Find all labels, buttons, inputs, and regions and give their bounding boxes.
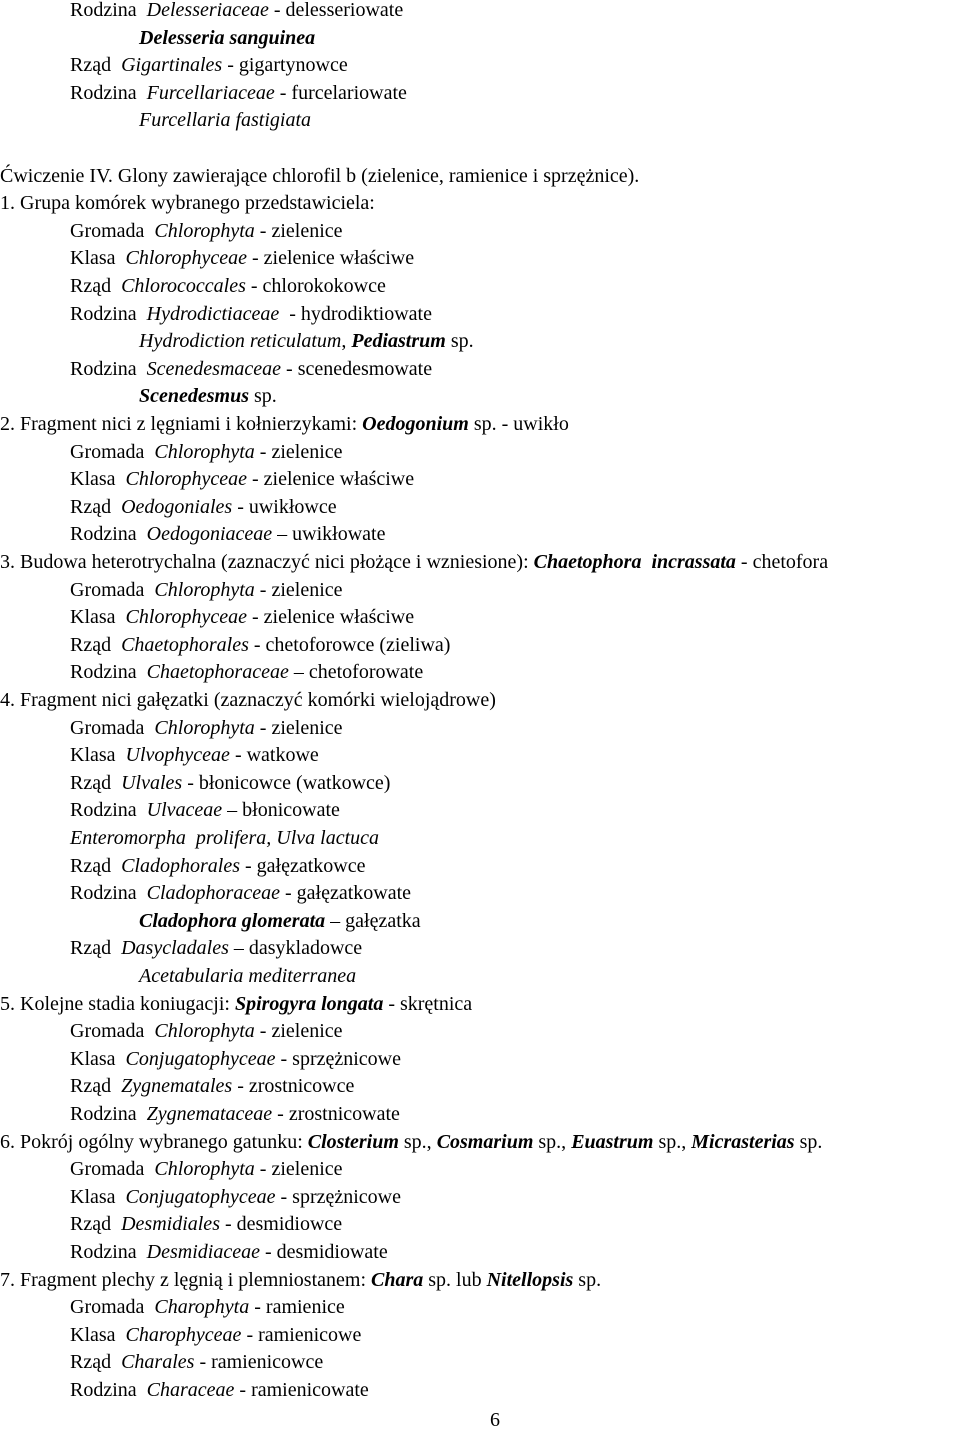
text-span: Klasa xyxy=(70,468,126,491)
text-span: - zielenice xyxy=(254,1158,343,1181)
text-span: - zielenice właściwe xyxy=(247,468,415,491)
text-span: Klasa xyxy=(70,1185,126,1208)
taxonomy-line xyxy=(70,495,337,519)
taxonomy-line xyxy=(70,53,348,77)
text-span: Rodzina xyxy=(70,81,147,104)
section-heading-line xyxy=(0,550,828,574)
text-span: Klasa xyxy=(70,247,126,270)
text-span: Rodzina xyxy=(70,882,147,905)
taxon-name: Zygnematales xyxy=(121,1075,233,1098)
taxonomy-line xyxy=(70,246,414,270)
taxonomy-line xyxy=(70,854,365,878)
text-span: – chetoforowate xyxy=(288,661,424,684)
text-span: sp. - uwikło xyxy=(468,413,569,435)
text-span: sp., xyxy=(653,1130,692,1153)
text-span: Rząd xyxy=(70,1351,122,1374)
taxon-name: Chlorophyceae xyxy=(125,247,247,270)
text-span: Rząd xyxy=(70,854,122,877)
text-span: - desmidiowce xyxy=(219,1213,343,1236)
text-span: - uwikłowce xyxy=(232,495,337,518)
species-name: Nitellopsis xyxy=(486,1268,574,1291)
species-name: Micrasterias xyxy=(691,1130,795,1153)
text-span: 3. Budowa heterotrychalna (zaznaczyć nici płożące i wzniesione): xyxy=(0,551,534,573)
text-span: Rząd xyxy=(70,633,122,656)
text-span: 4. Fragment nici gałęzatki (zaznaczyć komórki wielojądrowe) xyxy=(0,689,496,711)
text-span: Rodzina xyxy=(70,357,147,380)
text-span: - ramienicowe xyxy=(241,1323,362,1346)
species-name: Closterium xyxy=(307,1130,399,1153)
text-span: - desmidiowate xyxy=(259,1241,388,1263)
taxon-name: Gigartinales xyxy=(121,54,223,77)
taxon-name: Conjugatophyceae xyxy=(125,1047,276,1070)
text-span: sp. xyxy=(445,330,474,353)
taxon-name: Chaetophoraceae xyxy=(146,661,289,684)
text-span: - zrostnicowate xyxy=(272,1103,400,1125)
text-span: Rodzina xyxy=(70,0,147,21)
taxonomy-line xyxy=(139,384,277,408)
taxon-name: Cladophoraceae xyxy=(146,882,280,905)
text-span: Rząd xyxy=(70,1213,122,1236)
taxonomy-line xyxy=(70,522,385,546)
text-span: Rodzina xyxy=(70,1379,147,1401)
species-name: Euastrum xyxy=(571,1130,654,1153)
text-span: - ramienicowce xyxy=(194,1351,324,1374)
text-span: - zielenice xyxy=(254,1020,343,1043)
text-span: Rodzina xyxy=(70,523,147,546)
taxonomy-line xyxy=(70,1295,345,1319)
taxon-name: Scenedesmaceae xyxy=(146,357,282,380)
taxonomy-line xyxy=(70,826,379,850)
taxonomy-line xyxy=(70,1323,361,1347)
taxon-name: Dasycladales xyxy=(121,937,229,960)
species-name: Cladophora glomerata xyxy=(139,909,326,932)
taxon-name: Charophyta xyxy=(154,1296,250,1319)
taxonomy-line xyxy=(139,909,421,933)
species-name: Spirogyra longata xyxy=(234,992,384,1015)
text-span: Rząd xyxy=(70,275,122,297)
text-span: - hydrodiktiowate xyxy=(279,302,432,325)
taxonomy-line xyxy=(70,633,450,657)
taxon-name: Chlorophyta xyxy=(154,1020,255,1043)
text-span: Klasa xyxy=(70,1323,126,1346)
text-span: 2. Fragment nici z lęgniami i kołnierzykami: xyxy=(0,413,363,435)
section-heading-line xyxy=(0,992,472,1016)
taxon-name: Chaetophorales xyxy=(121,633,249,656)
text-span: Gromada xyxy=(70,1020,155,1043)
taxon-name: Delesseriaceae xyxy=(146,0,269,21)
section-heading-line xyxy=(0,688,496,712)
text-span: sp. xyxy=(794,1130,823,1153)
taxonomy-line xyxy=(70,1074,354,1098)
taxonomy-line xyxy=(70,357,432,381)
taxonomy-line xyxy=(70,881,411,905)
taxonomy-line xyxy=(70,1047,401,1071)
taxon-name: Ulvaceae xyxy=(146,799,223,822)
text-span: - zielenice xyxy=(254,440,343,463)
text-span: Rząd xyxy=(70,771,122,794)
section-heading-line xyxy=(0,164,639,188)
text-span: – uwikłowate xyxy=(272,523,386,546)
taxonomy-line xyxy=(139,964,356,988)
text-span: - furcelariowate xyxy=(274,81,407,104)
taxon-name: Chlorococcales xyxy=(121,275,246,297)
taxon-name: Chlorophyceae xyxy=(125,606,247,629)
taxonomy-line xyxy=(70,743,319,767)
text-span: - skrętnica xyxy=(383,992,473,1015)
species-name: Scenedesmus xyxy=(139,385,249,408)
taxonomy-line xyxy=(70,716,343,740)
species-name: Delesseria sanguinea xyxy=(139,26,316,49)
taxon-name: Charales xyxy=(121,1351,195,1374)
text-span: sp., xyxy=(398,1130,437,1153)
species-name: Pediastrum xyxy=(351,330,446,353)
taxonomy-line xyxy=(139,26,315,50)
text-span: Gromada xyxy=(70,578,155,601)
text-span: Klasa xyxy=(70,744,126,767)
taxon-name: Conjugatophyceae xyxy=(125,1185,276,1208)
taxon-name: Furcellaria fastigiata xyxy=(139,109,312,132)
taxonomy-line xyxy=(70,1240,388,1264)
taxon-name: Chlorophyta xyxy=(154,440,255,463)
taxonomy-line xyxy=(70,578,343,602)
taxonomy-line xyxy=(70,1350,323,1374)
text-span: - ramienice xyxy=(249,1296,345,1319)
text-span: - watkowe xyxy=(229,744,319,767)
taxon-name: Zygnemataceae xyxy=(146,1103,273,1125)
text-span: Rząd xyxy=(70,495,122,518)
text-span: - zielenice xyxy=(254,716,343,739)
taxon-name: Hydrodiction reticulatum xyxy=(139,330,342,353)
text-span: - zielenice xyxy=(254,219,343,242)
text-span: Rodzina xyxy=(70,1241,147,1263)
taxonomy-line xyxy=(70,219,343,243)
text-span: - gigartynowce xyxy=(222,54,348,77)
text-span: sp. xyxy=(573,1268,602,1291)
taxonomy-line xyxy=(70,302,432,326)
text-span: Gromada xyxy=(70,716,155,739)
taxonomy-line xyxy=(70,1212,342,1236)
taxon-name: Ulvales xyxy=(121,771,183,794)
text-span: Rodzina xyxy=(70,1103,147,1125)
section-heading-line xyxy=(0,412,569,436)
taxonomy-line xyxy=(70,440,343,464)
taxonomy-line xyxy=(139,329,474,353)
species-name: Cosmarium xyxy=(436,1130,534,1153)
taxonomy-line xyxy=(70,605,414,629)
text-span: - sprzężnicowe xyxy=(275,1047,402,1070)
text-span: , xyxy=(341,330,352,353)
text-span: - chlorokokowce xyxy=(245,275,386,297)
taxon-name: Oedogoniaceae xyxy=(146,523,273,546)
text-span: – gałęzatka xyxy=(325,909,421,932)
text-span: Ćwiczenie IV. Glony zawierające chlorofil b (zielenice, ramienice i sprzężnice). xyxy=(0,164,640,187)
section-heading-line xyxy=(0,191,375,215)
text-span: - zielenice właściwe xyxy=(247,606,415,629)
section-heading-line xyxy=(0,1268,601,1292)
text-span: - scenedesmowate xyxy=(281,357,433,380)
text-span: Klasa xyxy=(70,606,126,629)
taxon-name: Ulvophyceae xyxy=(125,744,230,767)
text-span: - zielenice xyxy=(254,578,343,601)
taxonomy-line xyxy=(70,81,407,105)
taxon-name: Charophyceae xyxy=(125,1323,242,1346)
taxonomy-line xyxy=(139,108,311,132)
taxon-name: Furcellariaceae xyxy=(146,81,275,104)
taxon-name: Cladophorales xyxy=(121,854,240,877)
taxonomy-line xyxy=(70,1185,401,1209)
taxonomy-line xyxy=(70,0,403,22)
taxonomy-line xyxy=(70,467,414,491)
taxonomy-line xyxy=(70,660,423,684)
taxon-name: Hydrodictiaceae xyxy=(146,302,280,325)
taxon-name: Chlorophyceae xyxy=(125,468,247,491)
species-name: Chara xyxy=(371,1268,424,1291)
text-span: - zielenice właściwe xyxy=(247,247,415,270)
taxon-name: Oedogoniales xyxy=(121,495,233,518)
text-span: Rodzina xyxy=(70,799,147,822)
species-name: Oedogonium xyxy=(362,413,469,435)
text-span: Gromada xyxy=(70,1296,155,1319)
taxon-name: Characeae xyxy=(146,1379,235,1401)
text-span: 5. Kolejne stadia koniugacji: xyxy=(0,992,235,1015)
taxon-name: Desmidiales xyxy=(121,1213,220,1236)
section-heading-line xyxy=(0,1130,822,1154)
text-span: Gromada xyxy=(70,219,155,242)
text-span: – błonicowate xyxy=(222,799,340,822)
text-span: - ramienicowate xyxy=(234,1379,369,1401)
text-span: Rodzina xyxy=(70,661,147,684)
text-span: 7. Fragment plechy z lęgnią i plemniostanem: xyxy=(0,1268,372,1291)
text-span: Gromada xyxy=(70,1158,155,1181)
text-span: sp. xyxy=(249,385,277,408)
taxonomy-line xyxy=(70,771,390,795)
text-span: 6. Pokrój ogólny wybranego gatunku: xyxy=(0,1130,308,1153)
taxon-name: Desmidiaceae xyxy=(146,1241,260,1263)
text-span: - chetoforowce (zieliwa) xyxy=(248,633,451,656)
taxonomy-line xyxy=(70,1102,400,1126)
species-name: Chaetophora incrassata xyxy=(533,551,736,573)
text-span: - chetofora xyxy=(735,551,829,573)
text-span: sp. lub xyxy=(423,1268,487,1291)
text-span: Rząd xyxy=(70,937,122,960)
text-span: - delesseriowate xyxy=(268,0,404,21)
text-span: Klasa xyxy=(70,1047,126,1070)
text-span: – dasykladowce xyxy=(228,937,363,960)
taxonomy-line xyxy=(70,274,386,298)
text-span: 1. Grupa komórek wybranego przedstawiciela: xyxy=(0,192,375,215)
taxon-name: Chlorophyta xyxy=(154,1158,255,1181)
taxonomy-line xyxy=(70,1378,369,1402)
text-span: - sprzężnicowe xyxy=(275,1185,402,1208)
taxonomy-line xyxy=(70,1157,343,1181)
text-span: Rząd xyxy=(70,54,122,77)
text-span: Rząd xyxy=(70,1075,122,1098)
text-span: - błonicowce (watkowce) xyxy=(182,771,391,794)
text-span: - zrostnicowce xyxy=(232,1075,355,1098)
taxon-name: Chlorophyta xyxy=(154,578,255,601)
text-span: Gromada xyxy=(70,440,155,463)
taxonomy-line xyxy=(70,1019,343,1043)
text-span: sp., xyxy=(533,1130,572,1153)
taxonomy-line xyxy=(70,798,340,822)
taxon-name: Chlorophyta xyxy=(154,219,255,242)
text-span: - gałęzatkowce xyxy=(240,854,366,877)
taxon-name: Chlorophyta xyxy=(154,716,255,739)
text-span: Rodzina xyxy=(70,302,147,325)
taxonomy-line xyxy=(70,936,362,960)
text-span: - gałęzatkowate xyxy=(279,882,412,905)
taxon-name: Acetabularia mediterranea xyxy=(139,965,357,987)
taxon-name: Enteromorpha prolifera, Ulva lactuca xyxy=(70,827,380,849)
page-number: 6 xyxy=(490,1409,500,1431)
